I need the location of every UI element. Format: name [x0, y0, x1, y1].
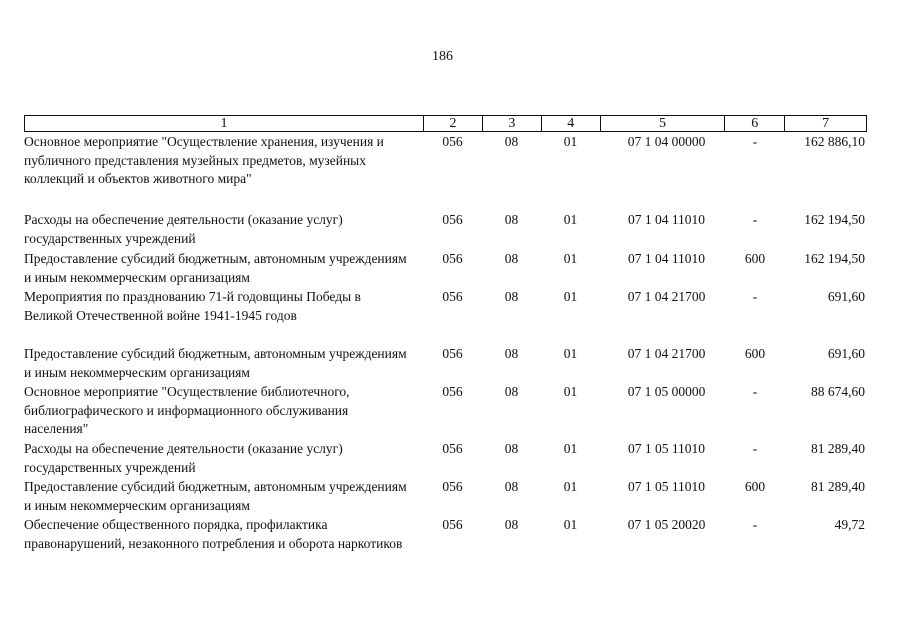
row-amount: 162 194,50 — [804, 212, 865, 227]
header-col-4: 4 — [541, 116, 600, 131]
table-row — [24, 478, 867, 516]
row-amount: 691,60 — [827, 289, 865, 304]
row-name: Расходы на обеспечение деятельности (оказание услуг) государственных учреждений — [24, 212, 343, 246]
row-section: 08 — [504, 384, 519, 399]
row-ministry: 056 — [442, 517, 463, 532]
row-name: Предоставление субсидий бюджетным, автономным учреждениям и иным некоммерческим организациям — [24, 479, 407, 513]
row-section: 08 — [504, 479, 519, 494]
row-target: 07 1 04 21700 — [627, 346, 706, 361]
row-target: 07 1 05 11010 — [627, 441, 706, 456]
row-target: 07 1 04 00000 — [627, 134, 706, 149]
row-target: 07 1 05 11010 — [627, 479, 706, 494]
row-name: Мероприятия по празднованию 71-й годовщины Победы в Великой Отечественной войне 1941-1945 годов — [24, 289, 361, 323]
row-target: 07 1 05 00000 — [627, 384, 706, 399]
row-ministry: 056 — [442, 212, 463, 227]
row-amount: 162 194,50 — [804, 251, 865, 266]
table-row — [24, 133, 867, 211]
row-section: 08 — [504, 212, 519, 227]
row-name: Расходы на обеспечение деятельности (оказание услуг) государственных учреждений — [24, 441, 343, 475]
row-expense-type: - — [752, 289, 758, 304]
row-target: 07 1 04 11010 — [627, 251, 706, 266]
table-row — [24, 440, 867, 478]
row-name: Предоставление субсидий бюджетным, автономным учреждениям и иным некоммерческим организациям — [24, 251, 407, 285]
header-col-5: 5 — [600, 116, 725, 131]
row-subsection: 01 — [563, 517, 578, 532]
row-section: 08 — [504, 517, 519, 532]
row-expense-type: - — [752, 441, 758, 456]
table-row — [24, 288, 867, 345]
table-row — [24, 516, 867, 576]
row-name: Основное мероприятие "Осуществление хранения, изучения и публичного представления музейных предметов, музейных коллекций и объектов животного мира" — [24, 134, 384, 186]
row-subsection: 01 — [563, 346, 578, 361]
row-ministry: 056 — [442, 289, 463, 304]
row-amount: 691,60 — [827, 346, 865, 361]
row-expense-type: - — [752, 134, 758, 149]
row-subsection: 01 — [563, 384, 578, 399]
row-subsection: 01 — [563, 134, 578, 149]
row-subsection: 01 — [563, 212, 578, 227]
row-name: Предоставление субсидий бюджетным, автономным учреждениям и иным некоммерческим организациям — [24, 346, 407, 380]
table-body — [24, 133, 867, 576]
row-expense-type: - — [752, 517, 758, 532]
row-ministry: 056 — [442, 134, 463, 149]
table-row — [24, 250, 867, 288]
row-amount: 81 289,40 — [811, 441, 865, 456]
row-ministry: 056 — [442, 441, 463, 456]
row-subsection: 01 — [563, 251, 578, 266]
row-target: 07 1 04 11010 — [627, 212, 706, 227]
row-name: Обеспечение общественного порядка, профилактика правонарушений, незаконного потребления и оборота наркотиков — [24, 517, 403, 551]
header-col-1: 1 — [220, 116, 228, 131]
row-amount: 49,72 — [834, 517, 865, 532]
row-ministry: 056 — [442, 384, 463, 399]
row-amount: 88 674,60 — [811, 384, 865, 399]
row-subsection: 01 — [563, 289, 578, 304]
row-ministry: 056 — [442, 346, 463, 361]
row-section: 08 — [504, 346, 519, 361]
row-expense-type: 600 — [744, 346, 766, 361]
row-amount: 81 289,40 — [811, 479, 865, 494]
row-ministry: 056 — [442, 251, 463, 266]
row-section: 08 — [504, 441, 519, 456]
row-section: 08 — [504, 134, 519, 149]
row-expense-type: 600 — [744, 251, 766, 266]
table-header — [24, 115, 867, 132]
header-col-3: 3 — [482, 116, 541, 131]
row-name: Основное мероприятие "Осуществление библиотечного, библиографического и информационного обслуживания населения" — [24, 384, 350, 436]
row-subsection: 01 — [563, 441, 578, 456]
row-expense-type: - — [752, 212, 758, 227]
row-target: 07 1 04 21700 — [627, 289, 706, 304]
row-subsection: 01 — [563, 479, 578, 494]
header-col-6: 6 — [724, 116, 784, 131]
row-ministry: 056 — [442, 479, 463, 494]
page-number: 186 — [432, 49, 453, 64]
header-col-2: 2 — [423, 116, 482, 131]
header-col-7: 7 — [784, 116, 866, 131]
table-row — [24, 211, 867, 250]
row-section: 08 — [504, 251, 519, 266]
row-expense-type: 600 — [744, 479, 766, 494]
row-target: 07 1 05 20020 — [627, 517, 706, 532]
row-section: 08 — [504, 289, 519, 304]
row-amount: 162 886,10 — [804, 134, 865, 149]
row-expense-type: - — [752, 384, 758, 399]
table-row — [24, 345, 867, 383]
table-row — [24, 383, 867, 440]
